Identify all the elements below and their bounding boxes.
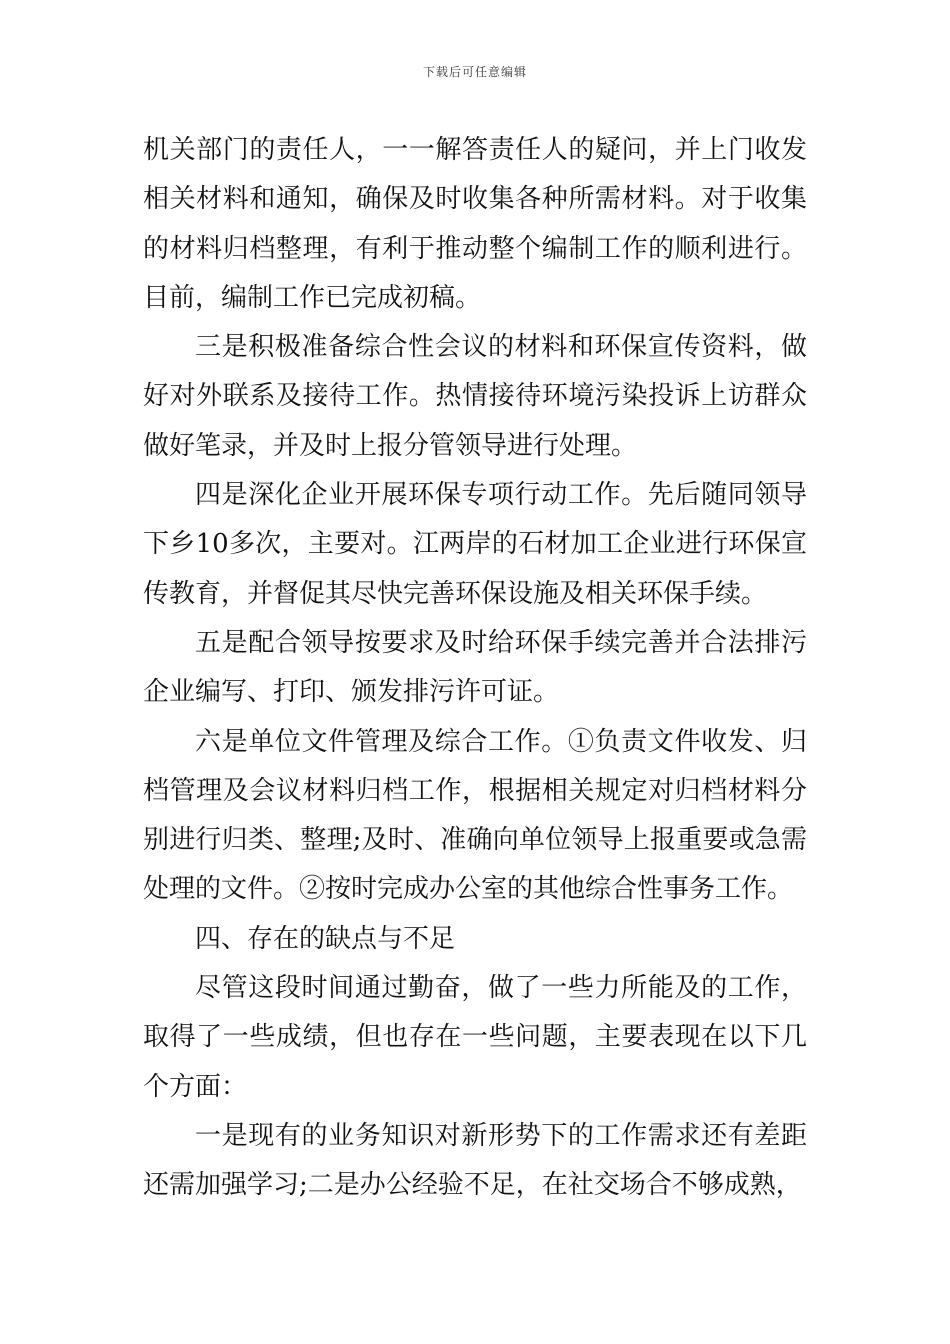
section-heading-shortcomings: 四、存在的缺点与不足 xyxy=(195,923,456,954)
page-header-note: 下载后可任意编辑 xyxy=(422,65,527,79)
paragraph-shortcomings-intro: 尽管这段时间通过勤奋，做了一些力所能及的工作，取得了一些成绩，但也存在一些问题，主要表现在以下几个方面： xyxy=(143,973,807,1102)
paragraph-item-5: 五是配合领导按要求及时给环保手续完善并合法排污企业编写、打印、颁发排污许可证。 xyxy=(143,627,807,708)
paragraph-continuation: 机关部门的责任人，一一解答责任人的疑问，并上门收发相关材料和通知，确保及时收集各种所需材料。对于收集的材料归档整理，有利于推动整个编制工作的顺利进行。目前，编制工作已完成初稿。 xyxy=(143,135,807,313)
paragraph-item-4: 四是深化企业开展环保专项行动工作。先后随同领导下乡10多次，主要对。江两岸的石材加工企业进行环保宣传教育，并督促其尽快完善环保设施及相关环保手续。 xyxy=(143,480,807,609)
paragraph-shortcomings-list: 一是现有的业务知识对新形势下的工作需求还有差距还需加强学习;二是办公经验不足，在社交场合不够成熟， xyxy=(143,1120,807,1201)
document-body xyxy=(143,126,807,1211)
paragraph-item-6: 六是单位文件管理及综合工作。①负责文件收发、归档管理及会议材料归档工作，根据相关规定对归档材料分别进行归类、整理;及时、准确向单位领导上报重要或急需处理的文件。②按时完成办公室的其他综合性事务工作。 xyxy=(143,726,807,905)
paragraph-item-3: 三是积极准备综合性会议的材料和环保宣传资料，做好对外联系及接待工作。热情接待环境污染投诉上访群众做好笔录，并及时上报分管领导进行处理。 xyxy=(143,332,807,461)
